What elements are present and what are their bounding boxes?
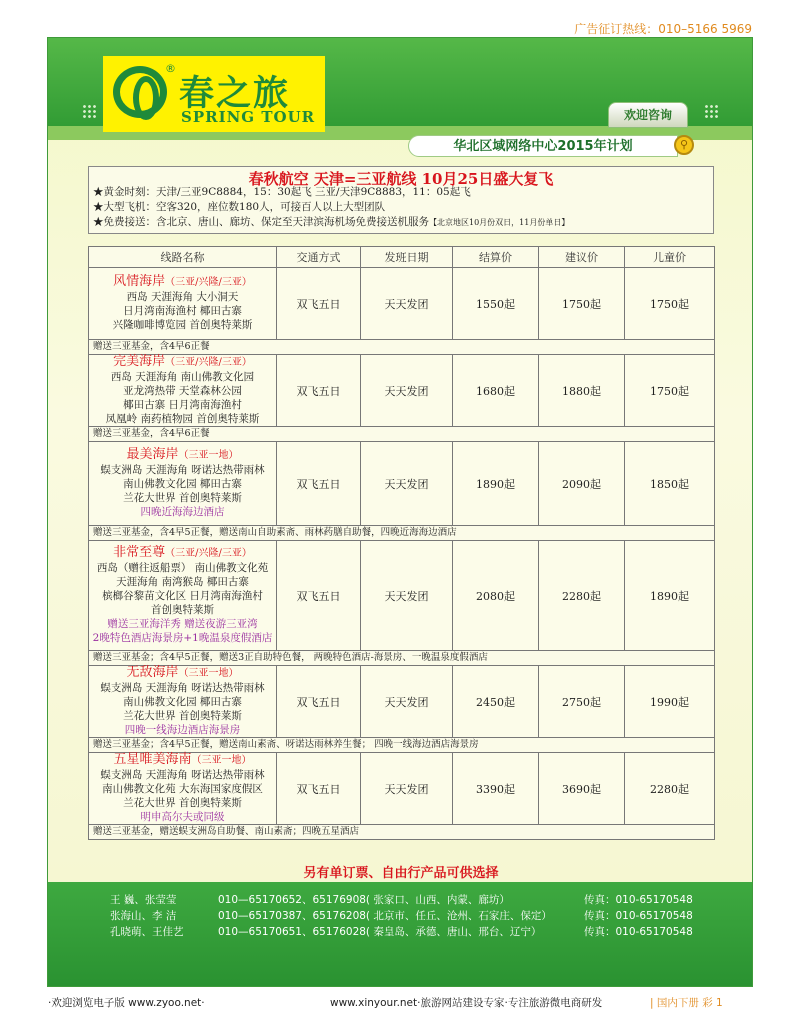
route-subtitle: （三亚一地）: [191, 755, 252, 766]
logo-chinese-text: 春之旅: [179, 73, 291, 114]
route-note: 赠送三亚基金，含4早6正餐: [89, 427, 715, 442]
route-note: 赠送三亚基金；含4早5正餐，赠送南山素斋、呀诺达雨林养生餐； 四晚一线海边酒店海景房: [89, 738, 715, 753]
route-attractions: 兰花大世界 首创奥特莱斯: [123, 710, 242, 722]
info-line-text: ★免费接送：含北京、唐山、廊坊、保定至天津滨海机场免费接送机服务: [93, 216, 429, 228]
info-line: [89, 215, 713, 230]
ad-hotline: 广告征订热线：010–5166 5969: [574, 22, 752, 36]
route-settle: 2080起: [453, 541, 539, 651]
col-settle-price: 结算价: [453, 247, 539, 268]
contact-footer: [48, 882, 752, 986]
route-note: 赠送三亚基金，赠送蜈支洲岛自助餐、南山素斋；四晚五星酒店: [89, 825, 715, 840]
route-child: 1990起: [625, 666, 715, 738]
route-name: 非常至尊: [113, 545, 166, 560]
info-line-small: 【北京地区10月份双日，11月份单日】: [429, 218, 570, 227]
col-route-name: 线路名称: [89, 247, 277, 268]
table-row: [89, 442, 715, 526]
route-schedule: 天天发团: [361, 541, 453, 651]
table-note-row: [89, 825, 715, 840]
table-row: [89, 355, 715, 427]
welcome-consult-tab[interactable]: 欢迎咨询: [608, 102, 688, 128]
route-cell: [89, 268, 277, 340]
route-suggest: 2750起: [539, 666, 625, 738]
route-attractions: 亚龙湾热带 天堂森林公园: [123, 385, 242, 397]
logo-registered-mark: ®: [165, 62, 176, 75]
col-child-price: 儿童价: [625, 247, 715, 268]
route-child: 1750起: [625, 268, 715, 340]
route-settle: 2450起: [453, 666, 539, 738]
route-name: 最美海岸: [126, 447, 179, 462]
route-suggest: 1880起: [539, 355, 625, 427]
col-transport: 交通方式: [277, 247, 361, 268]
route-cell: [89, 541, 277, 651]
route-schedule: 天天发团: [361, 268, 453, 340]
route-attractions: 蜈支洲岛 天涯海角 呀诺达热带雨林: [100, 464, 265, 476]
contact-fax: 传真：010-65170548: [584, 910, 693, 922]
route-attractions: 首创奥特莱斯: [151, 604, 214, 616]
route-settle: 3390起: [453, 753, 539, 825]
route-note: 赠送三亚基金，含4早5正餐，赠送南山自助素斋、雨林药膳自助餐，四晚近海海边酒店: [89, 526, 715, 541]
table-note-row: [89, 738, 715, 753]
route-suggest: 2280起: [539, 541, 625, 651]
route-highlight: 2晚特色酒店海景房+1晚温泉度假酒店: [92, 632, 273, 644]
contact-names: 王 巍、张莹莹: [110, 894, 177, 906]
table-note-row: [89, 340, 715, 355]
route-child: 1890起: [625, 541, 715, 651]
bottom-left-link[interactable]: ·欢迎浏览电子版 www.zyoo.net·: [48, 997, 205, 1009]
header-banner: [48, 38, 752, 133]
contact-phone: 010—65170387、65176208( 北京市、任丘、沧州、石家庄、保定）: [218, 910, 552, 922]
route-child: 1750起: [625, 355, 715, 427]
route-subtitle: （三亚一地）: [178, 450, 239, 461]
route-schedule: 天天发团: [361, 753, 453, 825]
route-attractions: 西岛 天涯海角 南山佛教文化园: [110, 371, 255, 383]
spring-tour-logo: [103, 56, 325, 132]
route-cell: [89, 355, 277, 427]
route-child: 2280起: [625, 753, 715, 825]
route-subtitle: （三亚/兴隆/三亚）: [165, 548, 252, 559]
logo-english-text: SPRING TOUR: [181, 108, 316, 126]
table-note-row: [89, 526, 715, 541]
route-schedule: 天天发团: [361, 355, 453, 427]
route-highlight: 四晚近海海边酒店: [140, 506, 225, 518]
route-highlight: 明申高尔夫或同级: [140, 811, 225, 823]
page-indicator: | 国内下册 彩 1: [650, 997, 723, 1009]
table-row: [89, 753, 715, 825]
route-suggest: 3690起: [539, 753, 625, 825]
route-highlight: 四晚一线海边酒店海景房: [124, 724, 241, 736]
route-attractions: 椰田古寨 日月湾南海渔村: [123, 399, 242, 411]
route-note: 赠送三亚基金；含4早5正餐，赠送3正自助特色餐， 两晚特色酒店-海景房、一晚温泉度假酒店: [89, 651, 715, 666]
table-note-row: [89, 651, 715, 666]
route-schedule: 天天发团: [361, 442, 453, 526]
route-subtitle: （三亚/兴隆/三亚）: [165, 357, 252, 368]
magnifier-icon: ⚲: [674, 135, 694, 155]
route-attractions: 兴隆咖啡博览园 首创奥特莱斯: [112, 319, 253, 331]
table-note-row: [89, 427, 715, 442]
route-attractions: 南山佛教文化园 椰田古寨: [123, 478, 242, 490]
contact-names: 张海山、李 洁: [110, 910, 177, 922]
route-note: 赠送三亚基金，含4早6正餐: [89, 340, 715, 355]
route-attractions: 天涯海角 南湾猴岛 椰田古寨: [116, 576, 249, 588]
route-transport: 双飞五日: [277, 541, 361, 651]
col-schedule: 发班日期: [361, 247, 453, 268]
route-child: 1850起: [625, 442, 715, 526]
route-attractions: 凤凰岭 南药植物园 首创奥特莱斯: [105, 413, 260, 425]
route-attractions: 西岛 天涯海角 大小洞天: [126, 291, 239, 303]
route-attractions: 蜈支洲岛 天涯海角 呀诺达热带雨林: [100, 682, 265, 694]
brochure-frame: [47, 37, 753, 987]
table-header-row: [89, 247, 715, 268]
route-attractions: 兰花大世界 首创奥特莱斯: [123, 492, 242, 504]
route-subtitle: （三亚/兴隆/三亚）: [165, 277, 252, 288]
route-transport: 双飞五日: [277, 442, 361, 526]
route-attractions: 南山佛教文化苑 大东海国家度假区: [102, 783, 263, 795]
contact-phone: 010—65170652、65176908( 张家口、山西、内蒙、廊坊）: [218, 894, 510, 906]
extra-products-note: 另有单订票、自由行产品可供选择: [303, 866, 499, 881]
col-suggest-price: 建议价: [539, 247, 625, 268]
route-name: 风情海岸: [113, 274, 166, 289]
route-price-table: [88, 246, 715, 840]
table-row: [89, 541, 715, 651]
dots-decoration-left: [82, 104, 98, 120]
flight-headline: 春秋航空 天津=三亚航线 10月25日盛大复飞: [248, 170, 554, 188]
route-attractions: 蜈支洲岛 天涯海角 呀诺达热带雨林: [100, 769, 265, 781]
route-attractions: 槟榔谷黎苗文化区 日月湾南海渔村: [102, 590, 263, 602]
route-settle: 1550起: [453, 268, 539, 340]
route-transport: 双飞五日: [277, 268, 361, 340]
dots-decoration-right: [704, 104, 720, 120]
route-attractions: 南山佛教文化园 椰田古寨: [123, 696, 242, 708]
route-attractions: 日月湾南海渔村 椰田古寨: [123, 305, 242, 317]
table-row: [89, 268, 715, 340]
table-row: [89, 666, 715, 738]
route-suggest: 1750起: [539, 268, 625, 340]
bottom-right-slogan[interactable]: www.xinyour.net·旅游网站建设专家·专注旅游微电商研发: [330, 997, 603, 1009]
route-transport: 双飞五日: [277, 355, 361, 427]
contact-phone: 010—65170651、65176028( 秦皇岛、承德、唐山、邢台、辽宁）: [218, 926, 542, 938]
route-subtitle: （三亚一地）: [178, 668, 239, 679]
route-cell: [89, 666, 277, 738]
route-name: 无敌海岸: [126, 665, 179, 680]
route-highlight: 赠送三亚海洋秀 赠送夜游三亚湾: [107, 618, 258, 630]
contact-fax: 传真：010-65170548: [584, 894, 693, 906]
route-transport: 双飞五日: [277, 753, 361, 825]
contact-fax: 传真：010-65170548: [584, 926, 693, 938]
route-attractions: 西岛（赠往返船票） 南山佛教文化苑: [96, 562, 269, 574]
route-cell: [89, 442, 277, 526]
flight-info-box: [88, 166, 714, 234]
route-cell: [89, 753, 277, 825]
route-settle: 1680起: [453, 355, 539, 427]
plan-title: 华北区域网络中心2015年计划: [408, 135, 678, 157]
route-settle: 1890起: [453, 442, 539, 526]
contact-names: 孔晓萌、王佳艺: [110, 926, 184, 938]
info-line: ★黄金时刻：天津/三亚9C8884，15：30起飞 三亚/天津9C8883，11：05起飞: [93, 186, 471, 198]
logo-s-icon: [113, 66, 167, 118]
route-transport: 双飞五日: [277, 666, 361, 738]
route-attractions: 兰花大世界 首创奥特莱斯: [123, 797, 242, 809]
route-suggest: 2090起: [539, 442, 625, 526]
info-line: ★大型飞机：空客320，座位数180人，可接百人以上大型团队: [93, 201, 386, 213]
route-name: 五星唯美海南: [113, 752, 192, 767]
route-schedule: 天天发团: [361, 666, 453, 738]
route-name: 完美海岸: [113, 354, 166, 369]
